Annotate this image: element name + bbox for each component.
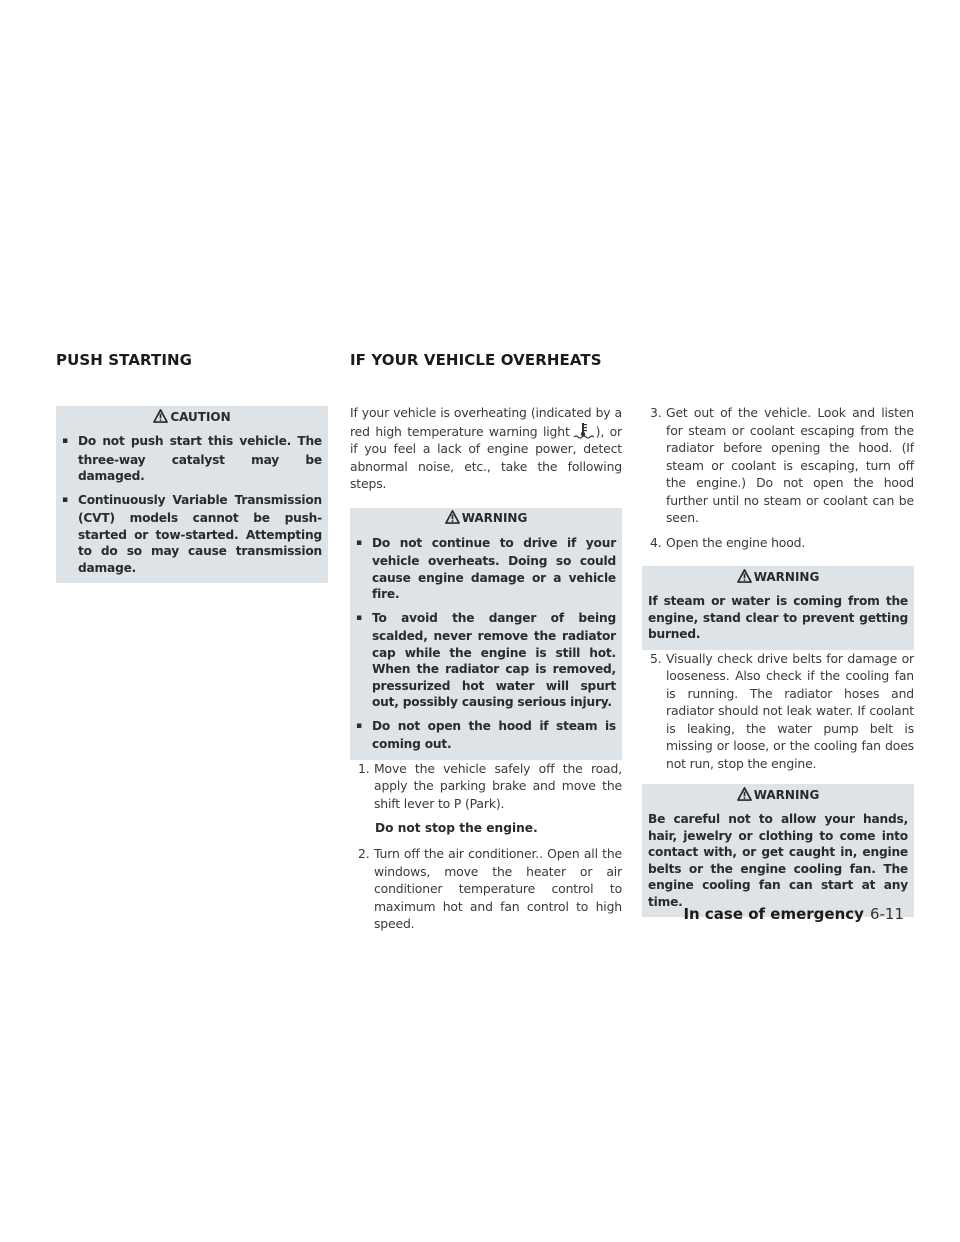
section-title-overheats: IF YOUR VEHICLE OVERHEATS [350,351,602,369]
warning-triangle-icon [153,409,168,423]
step-text: Open the engine hood. [666,534,806,550]
warning-header [648,566,908,587]
warning-triangle-icon [445,510,460,524]
high-temperature-warning-icon [572,422,594,439]
steps-list-c [642,404,914,551]
step-number: 1. [358,760,370,776]
step-text: Get out of the vehicle. Look and listen for steam or coolant escaping from the radiator before opening the hood. (If steam or coolant is escaping, turn off the engine.) Do not open the hood further until no steam or coolant can be seen. [666,405,914,525]
column-overheats-2 [642,404,914,917]
step-1-note: Do not stop the engine. [375,821,538,835]
steps-list-a [350,760,622,813]
steps-list-b [350,845,622,933]
step-text: Move the vehicle safely off the road, apply the parking brake and move the shift lever to P (Park). [374,760,622,811]
step-number: 5. [650,650,662,666]
warning-text: If steam or water is coming from the engine, stand clear to prevent getting burned. [648,594,908,641]
caution-list [62,433,322,576]
intro-text-2: ), or if you feel a lack of engine power, detect abnormal noise, etc., take the following steps. [350,423,622,491]
column-push-starting [56,406,328,583]
warning-label: WARNING [753,787,820,802]
warning-box-3 [642,784,914,917]
warning-triangle-icon [737,569,752,583]
step-1 [350,760,622,813]
warning-triangle-icon [737,787,752,801]
warning-box-2 [642,566,914,650]
warning-label: WARNING [753,569,820,584]
column-overheats-1 [350,404,622,933]
caution-header [62,406,322,427]
steps-list-d [642,650,914,773]
step-text: Turn off the air conditioner.. Open all the windows, move the heater or air conditioner temperature control to maximum hot and fan control to high speed. [374,846,622,931]
page-number: 6-11 [869,905,904,923]
step-number: 2. [358,846,370,861]
caution-box [56,406,328,583]
warning-label: WARNING [461,511,528,525]
warning-header [648,784,908,805]
warning-box-1 [350,508,622,760]
step-text: Visually check drive belts for damage or looseness. Also check if the cooling fan is running. The radiator hoses and radiator should not leak water. If coolant is leaking, the water pump belt is missing or loose, or the cooling fan does not run, stop the engine. [666,650,914,771]
caution-item: ▪ Continuously Variable Transmission (CVT) models cannot be push-started or tow-started. Attempting to do so may cause transmission damage. [62,492,322,577]
step-number: 4. [650,534,662,550]
caution-item: ▪ Do not push start this vehicle. The three-way catalyst may be damaged. [62,433,322,485]
step-3 [642,404,914,527]
warning-list [356,535,616,753]
step-5 [642,650,914,773]
step-4 [642,534,914,552]
section-title-push-starting: PUSH STARTING [56,351,193,369]
caution-label: CAUTION [170,409,231,424]
intro-text-1: If your vehicle is overheating (indicated by a red high temperature warning light [350,405,622,439]
step-number: 3. [650,405,662,420]
warning-text: Be careful not to allow your hands, hair, jewelry or clothing to come into contact with, or get caught in, engine belts or the engine cooling fan. The engine cooling fan can start at any time. [648,812,908,909]
warning-item: ▪ Do not open the hood if steam is coming out. [356,718,616,753]
warning-header [356,508,616,529]
overheat-intro [350,404,622,493]
warning-item: ▪ To avoid the danger of being scalded, never remove the radiator cap while the engine is still hot. When the radiator cap is removed, pressurized hot water will spurt out, possibly causing serious injury. [356,610,616,711]
page-footer [683,904,904,923]
step-2 [350,845,622,933]
warning-item: ▪ Do not continue to drive if your vehicle overheats. Doing so could cause engine damage or a vehicle fire. [356,535,616,603]
footer-section-label: In case of emergency [683,905,864,923]
